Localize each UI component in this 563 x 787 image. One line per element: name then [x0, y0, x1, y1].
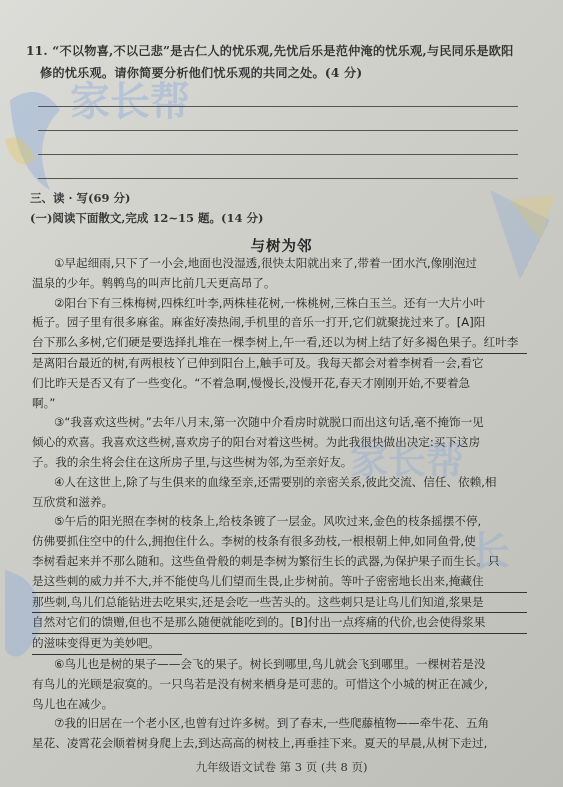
page-footer: 九年级语文试卷 第 3 页 (共 8 页) — [195, 760, 368, 774]
answer-line[interactable] — [38, 154, 518, 155]
question-11-line: 11. “不以物喜,不以己悲”是古仁人的忧乐观,先忧后乐是范仲淹的忧乐观,与民同乐是欧阳 — [26, 44, 514, 58]
text-line: 子。我的余生将会住在这所房子里,与这些树为邻,为至亲好友。 — [32, 454, 353, 469]
text-line: ③“我喜欢这些树。”去年八月末,第一次随中介看房时就脱口而出这句话,毫不掩饰一见 — [54, 415, 484, 430]
underlined-line: 自然对它们的馈赠,但也不是那么随便就能吃到的。[B]付出一点疼痛的代价,也会使得浆果 — [32, 613, 527, 634]
underlined-line: 台下那么多树,它们硬是要选择扎堆在一棵李树上,午一看,还以为树上结了好多褐色果子。红叶李 — [32, 333, 527, 354]
section-heading: 三、读 · 写(69 分) — [30, 191, 131, 205]
text-line: ④人在这世上,除了与生俱来的血缘至亲,还需要别的亲密关系,彼此交流、信任、依赖,相 — [54, 474, 497, 489]
answer-line[interactable] — [38, 130, 518, 131]
text-line: 鸟儿也在减少。 — [32, 696, 114, 711]
text-line: ①早起细雨,只下了一小会,地面也没湿透,很快太阳就出来了,带着一团水汽,像刚泡过 — [54, 256, 478, 270]
text-line: 温泉的少年。鹎鹎鸟的叫声比前几天更高昂了。 — [32, 275, 276, 290]
text-line: 倾心的欢喜。我喜欢这些树,喜欢房子的阳台对着这些树。为此我很快做出决定:买下这房 — [32, 435, 481, 450]
text-line: 有鸟儿的光顾是寂寞的。一只鸟若是没有树来栖身是可悲的。可惜这个小城的树正在减少, — [32, 676, 488, 691]
text-line: 仿佛要抓住空中的什么,拥抱住什么。李树的枝条有很多劲枝,一根根朝上伸,如同鱼骨,使 — [32, 534, 476, 549]
text-line: 是离阳台最近的树,有两根枝丫已伸到阳台上,触手可及。我每天都会对着李树看一会,看它 — [32, 355, 484, 370]
underlined-line: 的滋味变得更为美妙吧。 — [32, 634, 182, 655]
subsection-heading: (一)阅读下面散文,完成 12~15 题。(14 分) — [30, 211, 264, 225]
text-line: 李树看起来并不那么随和。这些鱼骨般的刺是李树为繁衍生长的武器,为保护果子而生长。只 — [32, 553, 500, 568]
watermark-text: 长 — [470, 529, 510, 575]
article-title: 与树为邻 — [250, 238, 313, 255]
article-body — [32, 254, 527, 754]
answer-line[interactable] — [38, 178, 518, 179]
text-line: 栀子。园子里有很多麻雀。麻雀好凑热闹,手机里的音乐一打开,它们就聚拢过来了。[A]阳 — [32, 315, 486, 330]
text-line: 们比昨天是否又有了一些变化。“不着急啊,慢慢长,没慢开花,春天才刚刚开始,不要着急 — [32, 375, 471, 390]
underlined-line: 那些刺,鸟儿们总能钻进去吃果实,还是会吃一些苦头的。这些刺只是让鸟儿们知道,浆果是 — [32, 593, 527, 614]
question-11 — [26, 40, 546, 84]
text-line: ⑦我的旧居在一个老小区,也曾有过许多树。到了春末,一些爬藤植物——牵牛花、五角 — [54, 716, 490, 731]
text-line: 互欣赏和滋养。 — [32, 494, 114, 509]
text-line: ⑤午后的阳光照在李树的枝条上,给枝条镀了一层金。风吹过来,金色的枝条摇摆不停, — [54, 514, 482, 529]
text-line: 星花、凌霄花会顺着树身爬上去,到达高高的树枝上,再垂挂下来。夏天的早晨,从树下走过, — [32, 736, 488, 751]
question-11-line: 修的忧乐观。请你简要分析他们忧乐观的共同之处。(4 分) — [40, 66, 363, 80]
watermark-text: 家长帮 — [70, 79, 190, 125]
watermark-text: 家长帮 — [350, 439, 465, 483]
underlined-line: 是这些刺的威力并不大,并不能使鸟儿们望而生畏,止步树前。等叶子密密地长出来,掩藏住 — [32, 572, 527, 593]
text-line: ②阳台下有三株梅树,四株红叶李,两株桂花树,一株桃树,三株白玉兰。还有一大片小叶 — [54, 295, 485, 310]
text-line: 啊。” — [32, 395, 56, 410]
answer-line[interactable] — [38, 106, 518, 107]
text-line: ⑥鸟儿也是树的果子——会飞的果子。树长到哪里,鸟儿就会飞到哪里。一棵树若是没 — [54, 656, 486, 671]
